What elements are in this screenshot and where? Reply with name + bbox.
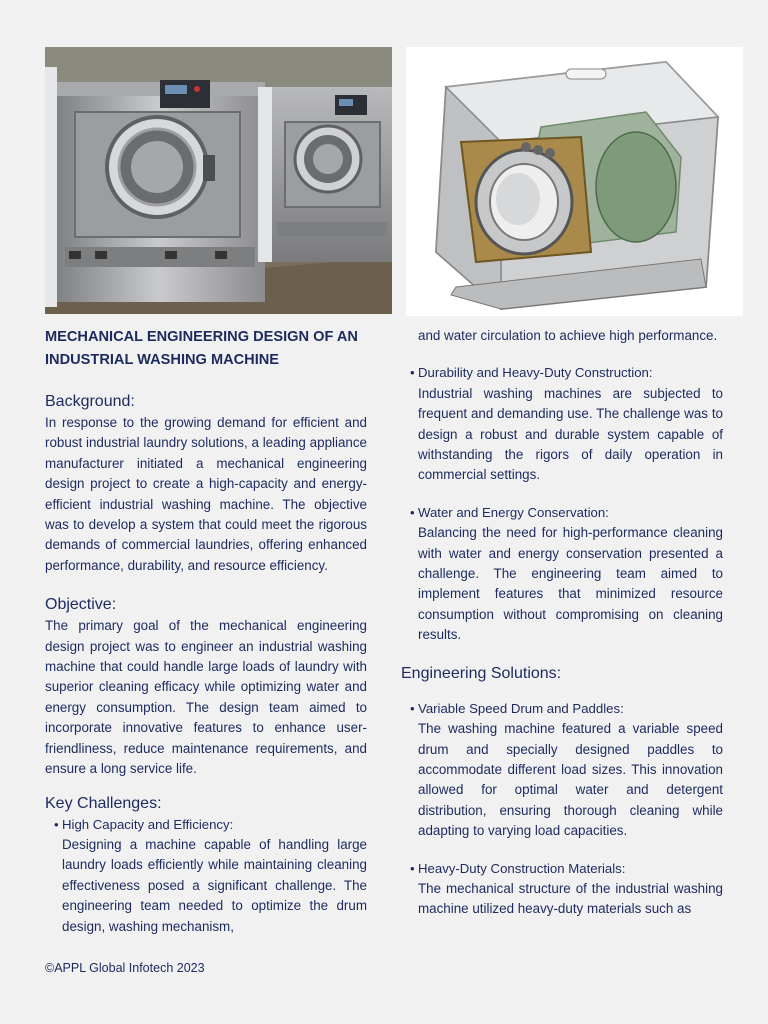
challenge-title-capacity: • High Capacity and Efficiency:: [45, 815, 367, 835]
challenge-text-capacity-continued: and water circulation to achieve high performance.: [418, 328, 718, 343]
solution-text-materials: The mechanical structure of the industrial washing machine utilized heavy-duty materials such as: [418, 880, 723, 917]
challenge-text-conservation: Balancing the need for high-performance cleaning with water and energy conservation presented a challenge. The engineering team aimed to implement features that minimized resource consumption without compromising on cleaning results.: [418, 525, 723, 643]
background-heading: Background:: [45, 393, 135, 410]
right-column: [401, 326, 723, 920]
copyright-footer: ©APPL Global Infotech 2023: [45, 961, 205, 975]
background-text: In response to the growing demand for efficient and robust industrial laundry solutions, a leading appliance manufacturer initiated a mechanical engineering design project to create a high-capacity and energy-efficient industrial washing machine. The objective was to develop a system that could meet the rigorous demands of commercial laundries, offering enhanced performance, durability, and resource efficiency.: [45, 415, 367, 573]
objective-heading: Objective:: [45, 596, 117, 614]
solution-title-materials: • Heavy-Duty Construction Materials:: [401, 859, 723, 879]
objective-text: The primary goal of the mechanical engineering design project was to engineer an industrial washing machine that could handle large loads of laundry with superior cleaning efficacy while optimizing water and energy consumption. The design team aimed to incorporate innovative features to enhance user-friendliness, reduce maintenance requirements, and ensure a long service life.: [45, 618, 367, 777]
engineering-solutions-heading: Engineering Solutions:: [401, 664, 562, 682]
solution-title-drum: • Variable Speed Drum and Paddles:: [401, 699, 723, 719]
solution-text-drum: The washing machine featured a variable speed drum and specially designed paddles to accommodate different load sizes. This innovation allowed for optimal water and detergent distribution, ensuring thorough cleaning while adapting to varying load capacities.: [418, 721, 723, 839]
challenge-text-capacity: Designing a machine capable of handling large laundry loads efficiently while maintaining cleaning effectiveness posed a significant challenge. The engineering team needed to optimize the drum design, washing mechanism,: [62, 836, 367, 934]
challenge-title-durability: • Durability and Heavy-Duty Construction:: [401, 363, 723, 383]
challenge-text-durability: Industrial washing machines are subjected to frequent and demanding use. The challenge was to design a robust and durable system capable of withstanding the rigors of daily operation in commercial settings.: [418, 385, 723, 483]
left-column: [45, 326, 367, 937]
challenge-title-conservation: • Water and Energy Conservation:: [401, 503, 723, 523]
key-challenges-heading: Key Challenges:: [45, 794, 162, 812]
document-title: MECHANICAL ENGINEERING DESIGN OF AN INDUSTRIAL WASHING MACHINE: [45, 329, 358, 368]
washer-cad-rendering: [406, 47, 743, 316]
industrial-washer-photo: [45, 47, 392, 314]
